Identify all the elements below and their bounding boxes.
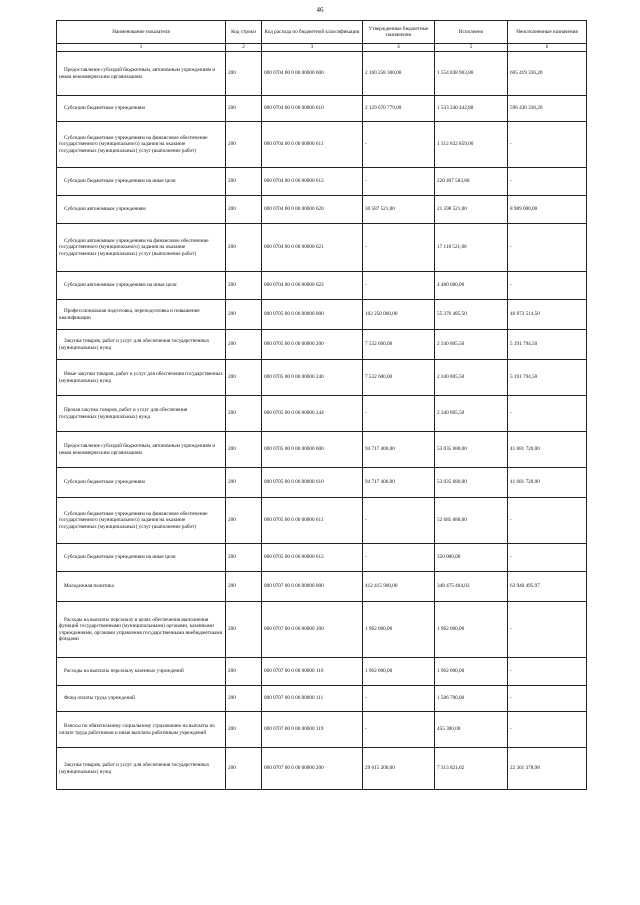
row-name: Фонд оплаты труда учреждений bbox=[57, 686, 226, 712]
table-row bbox=[57, 122, 587, 168]
row-line-code: 200 bbox=[226, 360, 262, 396]
row-line-code: 200 bbox=[226, 96, 262, 122]
row-approved: 7 532 600,00 bbox=[363, 330, 435, 360]
row-budget-code: 000 0705 00 0 00 00000 612 bbox=[262, 544, 363, 572]
table-row bbox=[57, 196, 587, 224]
row-name: Закупка товаров, работ и услуг для обеспечения государственных (муниципальных) нужд bbox=[57, 748, 226, 790]
row-line-code: 200 bbox=[226, 658, 262, 686]
column-number: 2 bbox=[226, 44, 262, 52]
table-row bbox=[57, 360, 587, 396]
table-row bbox=[57, 96, 587, 122]
row-executed: 2 340 805,50 bbox=[435, 396, 508, 432]
row-budget-code: 000 0704 00 0 00 00000 612 bbox=[262, 168, 363, 196]
row-remaining: - bbox=[508, 544, 587, 572]
table-row bbox=[57, 300, 587, 330]
row-name: Субсидии бюджетным учреждениям на иные цели bbox=[57, 168, 226, 196]
row-line-code: 200 bbox=[226, 468, 262, 498]
row-approved: - bbox=[363, 498, 435, 544]
row-name: Субсидии бюджетным учреждениям на финансовое обеспечение государственного (муниципального) задания на оказание государственных (муниципальных) услуг (выполнение работ) bbox=[57, 498, 226, 544]
column-number: 5 bbox=[435, 44, 508, 52]
column-number: 3 bbox=[262, 44, 363, 52]
row-line-code: 200 bbox=[226, 432, 262, 468]
row-budget-code: 000 0705 00 0 00 00000 000 bbox=[262, 300, 363, 330]
row-approved: - bbox=[363, 224, 435, 272]
table-row bbox=[57, 748, 587, 790]
row-executed: 21 598 521,00 bbox=[435, 196, 508, 224]
row-executed: 350 000,00 bbox=[435, 544, 508, 572]
header-budget-code: Код расхода по бюджетной классификации bbox=[262, 21, 363, 44]
row-approved: - bbox=[363, 272, 435, 300]
row-name: Субсидии автономным учреждениям на иные цели bbox=[57, 272, 226, 300]
row-approved: - bbox=[363, 544, 435, 572]
row-remaining: - bbox=[508, 122, 587, 168]
row-line-code: 200 bbox=[226, 686, 262, 712]
row-name: Субсидии бюджетным учреждениям на иные цели bbox=[57, 544, 226, 572]
row-budget-code: 000 0704 00 0 00 00000 611 bbox=[262, 122, 363, 168]
row-executed: 53 035 680,00 bbox=[435, 468, 508, 498]
row-name: Предоставление субсидий бюджетным, автономным учреждениям и иным некоммерческим организациям bbox=[57, 52, 226, 96]
row-budget-code: 000 0705 00 0 00 00000 610 bbox=[262, 468, 363, 498]
row-remaining: 8 989 000,00 bbox=[508, 196, 587, 224]
table-row bbox=[57, 602, 587, 658]
row-budget-code: 000 0704 00 0 00 00000 610 bbox=[262, 96, 363, 122]
row-remaining: 41 681 720,00 bbox=[508, 468, 587, 498]
row-remaining: 46 873 514,50 bbox=[508, 300, 587, 330]
row-budget-code: 000 0707 00 0 00 00000 119 bbox=[262, 712, 363, 748]
row-approved: 2 129 670 779,00 bbox=[363, 96, 435, 122]
row-remaining: 41 681 720,00 bbox=[508, 432, 587, 468]
row-budget-code: 000 0704 00 0 00 00000 622 bbox=[262, 272, 363, 300]
row-budget-code: 000 0707 00 0 00 00000 111 bbox=[262, 686, 363, 712]
row-name: Предоставление субсидий бюджетным, автономным учреждениям и иным некоммерческим организациям bbox=[57, 432, 226, 468]
row-approved: 2 160 258 300,00 bbox=[363, 52, 435, 96]
row-approved: - bbox=[363, 686, 435, 712]
row-executed: 455 300,00 bbox=[435, 712, 508, 748]
row-approved: 102 250 000,00 bbox=[363, 300, 435, 330]
table-row bbox=[57, 544, 587, 572]
row-approved: 1 962 000,00 bbox=[363, 602, 435, 658]
row-approved: 7 532 600,00 bbox=[363, 360, 435, 396]
row-remaining: - bbox=[508, 498, 587, 544]
row-executed: 4 480 000,00 bbox=[435, 272, 508, 300]
row-approved: 29 615 200,00 bbox=[363, 748, 435, 790]
row-line-code: 200 bbox=[226, 330, 262, 360]
row-executed: 1 962 000,00 bbox=[435, 602, 508, 658]
row-approved: 1 962 000,00 bbox=[363, 658, 435, 686]
row-budget-code: 000 0707 00 0 00 00000 200 bbox=[262, 748, 363, 790]
column-number-row bbox=[57, 44, 587, 52]
row-line-code: 200 bbox=[226, 196, 262, 224]
row-budget-code: 000 0705 00 0 00 00000 200 bbox=[262, 330, 363, 360]
row-name: Взносы по обязательному социальному страхованию на выплаты по оплате труда работников и иные выплаты работникам учреждений bbox=[57, 712, 226, 748]
row-executed: 55 376 485,50 bbox=[435, 300, 508, 330]
row-remaining: - bbox=[508, 272, 587, 300]
row-name: Субсидии бюджетным учреждениям bbox=[57, 468, 226, 498]
row-remaining: 596 430 336,20 bbox=[508, 96, 587, 122]
column-number: 6 bbox=[508, 44, 587, 52]
table-row bbox=[57, 168, 587, 196]
row-name: Профессиональная подготовка, переподготовка и повышение квалификации bbox=[57, 300, 226, 330]
row-approved: - bbox=[363, 168, 435, 196]
row-remaining: - bbox=[508, 658, 587, 686]
row-remaining: - bbox=[508, 224, 587, 272]
row-executed: 53 035 680,00 bbox=[435, 432, 508, 468]
table-row bbox=[57, 468, 587, 498]
header-executed: Исполнено bbox=[435, 21, 508, 44]
row-executed: 1 312 832 859,00 bbox=[435, 122, 508, 168]
row-executed: 1 506 700,00 bbox=[435, 686, 508, 712]
row-executed: 1 533 240 442,80 bbox=[435, 96, 508, 122]
row-name: Расходы на выплаты персоналу казенных учреждений bbox=[57, 658, 226, 686]
page-number: 46 bbox=[316, 6, 324, 14]
row-line-code: 200 bbox=[226, 168, 262, 196]
row-line-code: 200 bbox=[226, 272, 262, 300]
row-remaining: - bbox=[508, 168, 587, 196]
row-line-code: 200 bbox=[226, 300, 262, 330]
row-executed: 348 475 404,03 bbox=[435, 572, 508, 602]
row-budget-code: 000 0707 00 0 00 00000 000 bbox=[262, 572, 363, 602]
row-line-code: 200 bbox=[226, 572, 262, 602]
row-name: Субсидии автономным учреждениям bbox=[57, 196, 226, 224]
row-remaining: - bbox=[508, 602, 587, 658]
row-budget-code: 000 0704 00 0 00 00000 600 bbox=[262, 52, 363, 96]
table-row bbox=[57, 432, 587, 468]
table-row bbox=[57, 498, 587, 544]
header-row bbox=[57, 21, 587, 44]
row-budget-code: 000 0705 00 0 00 00000 244 bbox=[262, 396, 363, 432]
row-line-code: 200 bbox=[226, 712, 262, 748]
row-remaining: - bbox=[508, 396, 587, 432]
row-name: Закупка товаров, работ и услуг для обеспечения государственных (муниципальных) нужд bbox=[57, 330, 226, 360]
row-executed: 1 554 838 963,80 bbox=[435, 52, 508, 96]
row-approved: 94 717 400,00 bbox=[363, 432, 435, 468]
row-line-code: 200 bbox=[226, 52, 262, 96]
row-budget-code: 000 0707 00 0 00 00000 110 bbox=[262, 658, 363, 686]
row-executed: 17 118 521,00 bbox=[435, 224, 508, 272]
row-executed: 2 340 805,50 bbox=[435, 360, 508, 396]
table-row bbox=[57, 658, 587, 686]
row-executed: 1 962 000,00 bbox=[435, 658, 508, 686]
table-row bbox=[57, 52, 587, 96]
row-remaining: 5 191 794,50 bbox=[508, 330, 587, 360]
table-row bbox=[57, 224, 587, 272]
table-row bbox=[57, 712, 587, 748]
row-budget-code: 000 0704 00 0 00 00000 620 bbox=[262, 196, 363, 224]
row-name: Расходы на выплаты персоналу в целях обеспечения выполнения функций государственными (муниципальными) органами, казенными учреждениями, органами управления государственными внебюджетными фондами bbox=[57, 602, 226, 658]
row-budget-code: 000 0705 00 0 00 00000 240 bbox=[262, 360, 363, 396]
budget-execution-table bbox=[56, 20, 587, 790]
row-approved: 30 587 521,00 bbox=[363, 196, 435, 224]
row-line-code: 200 bbox=[226, 224, 262, 272]
table-row bbox=[57, 330, 587, 360]
column-number: 4 bbox=[363, 44, 435, 52]
header-remaining: Неисполненные назначения bbox=[508, 21, 587, 44]
row-executed: 7 313 821,02 bbox=[435, 748, 508, 790]
row-line-code: 200 bbox=[226, 396, 262, 432]
row-name: Субсидии бюджетным учреждениям bbox=[57, 96, 226, 122]
row-executed: 52 685 680,00 bbox=[435, 498, 508, 544]
header-line-code: Код строки bbox=[226, 21, 262, 44]
row-name: Прочая закупка товаров, работ и услуг для обеспечения государственных (муниципальных) нужд bbox=[57, 396, 226, 432]
row-budget-code: 000 0704 00 0 00 00000 621 bbox=[262, 224, 363, 272]
row-approved: - bbox=[363, 396, 435, 432]
row-remaining: 5 191 794,50 bbox=[508, 360, 587, 396]
row-budget-code: 000 0705 00 0 00 00000 611 bbox=[262, 498, 363, 544]
row-budget-code: 000 0705 00 0 00 00000 600 bbox=[262, 432, 363, 468]
row-approved: 412 415 900,00 bbox=[363, 572, 435, 602]
row-remaining: - bbox=[508, 712, 587, 748]
header-approved: Утвержденные бюджетные назначения bbox=[363, 21, 435, 44]
row-line-code: 200 bbox=[226, 602, 262, 658]
table-row bbox=[57, 686, 587, 712]
row-executed: 2 340 805,50 bbox=[435, 330, 508, 360]
row-approved: - bbox=[363, 712, 435, 748]
table-row bbox=[57, 572, 587, 602]
row-remaining: 22 301 378,98 bbox=[508, 748, 587, 790]
row-name: Субсидии бюджетным учреждениям на финансовое обеспечение государственного (муниципального) задания на оказание государственных (муниципальных) услуг (выполнение работ) bbox=[57, 122, 226, 168]
row-remaining: 605 419 336,20 bbox=[508, 52, 587, 96]
row-line-code: 200 bbox=[226, 122, 262, 168]
table-row bbox=[57, 396, 587, 432]
row-line-code: 200 bbox=[226, 498, 262, 544]
row-line-code: 200 bbox=[226, 748, 262, 790]
row-executed: 220 407 583,80 bbox=[435, 168, 508, 196]
row-budget-code: 000 0707 00 0 00 00000 100 bbox=[262, 602, 363, 658]
table-row bbox=[57, 272, 587, 300]
header-indicator-name: Наименование показателя bbox=[57, 21, 226, 44]
column-number: 1 bbox=[57, 44, 226, 52]
row-name: Субсидии автономным учреждениям на финансовое обеспечение государственного (муниципального) задания на оказание государственных (муниципальных) услуг (выполнение работ) bbox=[57, 224, 226, 272]
row-approved: 94 717 400,00 bbox=[363, 468, 435, 498]
row-name: Иные закупки товаров, работ и услуг для обеспечения государственных (муниципальных) нужд bbox=[57, 360, 226, 396]
row-line-code: 200 bbox=[226, 544, 262, 572]
row-name: Молодежная политика bbox=[57, 572, 226, 602]
row-approved: - bbox=[363, 122, 435, 168]
row-remaining: - bbox=[508, 686, 587, 712]
row-remaining: 63 940 495,97 bbox=[508, 572, 587, 602]
